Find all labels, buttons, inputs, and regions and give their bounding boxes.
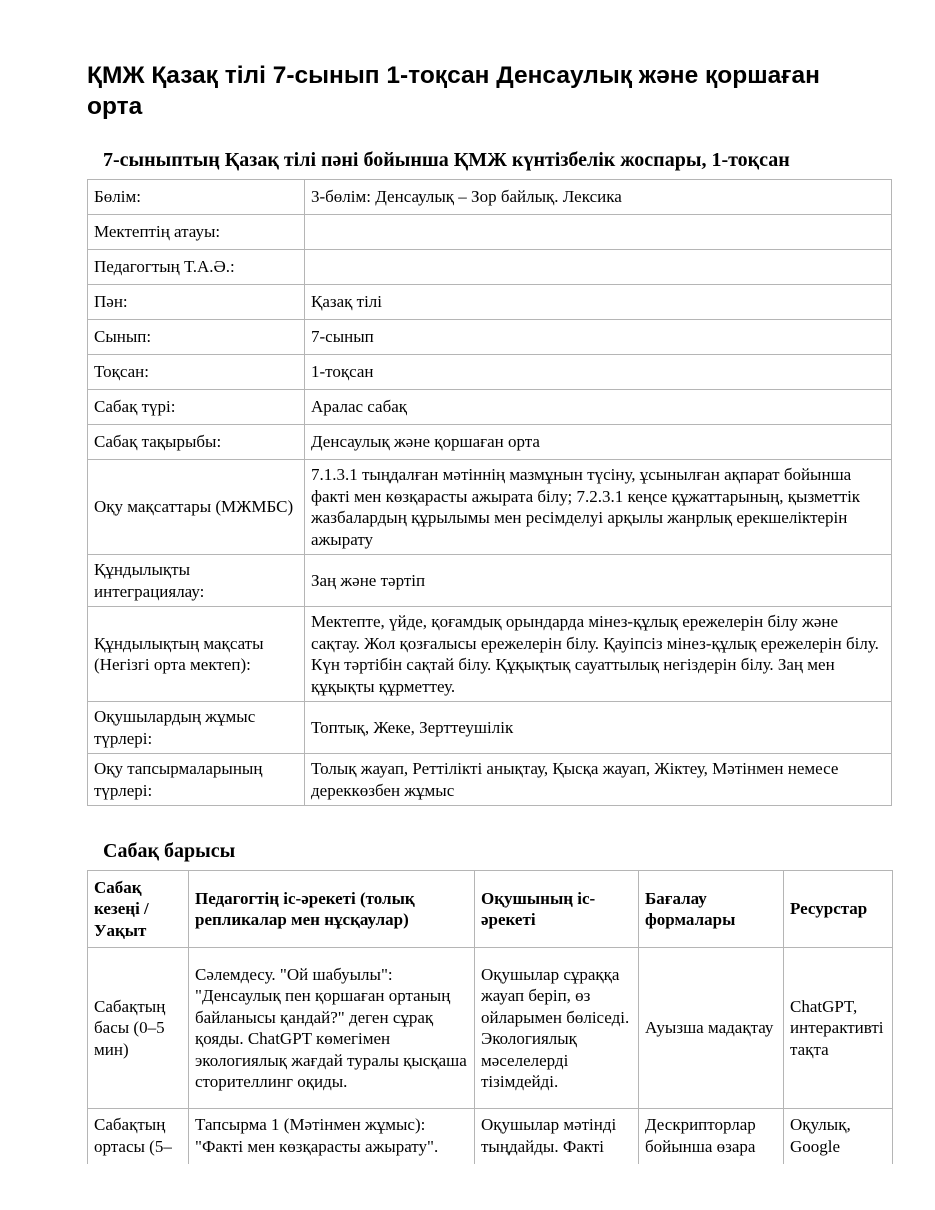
column-header-teacher: Педагогтің іс-әрекеті (толық репликалар мен нұсқаулар) [189, 871, 475, 948]
assessment-cell: Дескрипторлар бойынша өзара [639, 1109, 784, 1165]
row-value: 1-тоқсан [305, 355, 892, 390]
table-row [88, 555, 892, 607]
document-title: ҚМЖ Қазақ тілі 7-сынып 1-тоқсан Денсаулық және қоршаған орта [87, 62, 820, 120]
teacher-activity-cell: Сәлемдесу. "Ой шабуылы": "Денсаулық пен қоршаған ортаның байланысы қандай?" деген сұрақ қояды. ChatGPT көмегімен экологиялық жағдай туралы қысқаша сторителлинг оқиды. [189, 948, 475, 1109]
row-label: Сабақ тақырыбы: [88, 425, 305, 460]
table-row [88, 460, 892, 555]
row-label: Құндылықтың мақсаты (Негізгі орта мектеп): [88, 607, 305, 702]
table-row [88, 1109, 893, 1165]
column-header-resources: Ресурстар [784, 871, 893, 948]
table-row [88, 390, 892, 425]
page-bottom-margin [0, 1164, 935, 1210]
table-row [88, 754, 892, 806]
column-header-stage: Сабақ кезеңі / Уақыт [88, 871, 189, 948]
row-value: Қазақ тілі [305, 285, 892, 320]
table-row [88, 948, 893, 1109]
resources-cell: Оқулық, Google [784, 1109, 893, 1165]
row-value: 7-сынып [305, 320, 892, 355]
table-row [88, 250, 892, 285]
stage-cell: Сабақтың басы (0–5 мин) [88, 948, 189, 1109]
table-row [88, 425, 892, 460]
table-row [88, 607, 892, 702]
row-value: Топтық, Жеке, Зерттеушілік [305, 702, 892, 754]
table-row [88, 320, 892, 355]
student-activity-cell: Оқушылар мәтінді тыңдайды. Факті [475, 1109, 639, 1165]
student-activity-cell: Оқушылар сұраққа жауап беріп, өз ойларымен бөліседі. Экологиялық мәселелерді тізімдейді. [475, 948, 639, 1109]
row-label: Сабақ түрі: [88, 390, 305, 425]
row-label: Құндылықты интеграциялау: [88, 555, 305, 607]
row-label: Сынып: [88, 320, 305, 355]
lesson-flow-table [87, 870, 893, 1165]
column-header-student: Оқушының іс-әрекеті [475, 871, 639, 948]
table-header-row [88, 871, 893, 948]
row-label: Бөлім: [88, 180, 305, 215]
column-header-assessment: Бағалау формалары [639, 871, 784, 948]
table-row [88, 180, 892, 215]
row-label: Педагогтың Т.А.Ә.: [88, 250, 305, 285]
row-label: Мектептің атауы: [88, 215, 305, 250]
row-value [305, 250, 892, 285]
row-label: Оқу мақсаттары (МЖМБС) [88, 460, 305, 555]
row-label: Пән: [88, 285, 305, 320]
resources-cell: ChatGPT, интерактивті тақта [784, 948, 893, 1109]
row-value: Аралас сабақ [305, 390, 892, 425]
table-row [88, 355, 892, 390]
table-row [88, 285, 892, 320]
row-value: 3-бөлім: Денсаулық – Зор байлық. Лексика [305, 180, 892, 215]
row-label: Оқушылардың жұмыс түрлері: [88, 702, 305, 754]
plan-heading: 7-сыныптың Қазақ тілі пәні бойынша ҚМЖ күнтізбелік жоспары, 1-тоқсан [103, 149, 790, 171]
row-value: Денсаулық және қоршаған орта [305, 425, 892, 460]
table-row [88, 215, 892, 250]
row-value [305, 215, 892, 250]
row-value: Мектепте, үйде, қоғамдық орындарда мінез-құлық ережелерін білу және сақтау. Жол қозғалысы ережелерін білу. Қауіпсіз мінез-құлық ережелерін білу. Күн тәртібін сақтай білу. Құқықтық сауаттылық негіздерін білу. Заң мен құқықты құрметтеу. [305, 607, 892, 702]
stage-cell: Сабақтың ортасы (5– [88, 1109, 189, 1165]
row-label: Оқу тапсырмаларының түрлері: [88, 754, 305, 806]
assessment-cell: Ауызша мадақтау [639, 948, 784, 1109]
table-row [88, 702, 892, 754]
row-label: Тоқсан: [88, 355, 305, 390]
teacher-activity-cell: Тапсырма 1 (Мәтінмен жұмыс): "Факті мен көзқарасты ажырату". [189, 1109, 475, 1165]
row-value: 7.1.3.1 тыңдалған мәтіннің мазмұнын түсіну, ұсынылған ақпарат бойынша факті мен көзқарасты ажырата білу; 7.2.3.1 кеңсе құжаттарының, қызметтік жазбалардың құрылымы мен ресімделуі арқылы жанрлық ерекшеліктерін ажырату [305, 460, 892, 555]
lesson-info-table [87, 179, 892, 806]
lesson-flow-heading: Сабақ барысы [103, 840, 236, 862]
row-value: Толық жауап, Реттілікті анықтау, Қысқа жауап, Жіктеу, Мәтінмен немесе дереккөзбен жұмыс [305, 754, 892, 806]
row-value: Заң және тәртіп [305, 555, 892, 607]
